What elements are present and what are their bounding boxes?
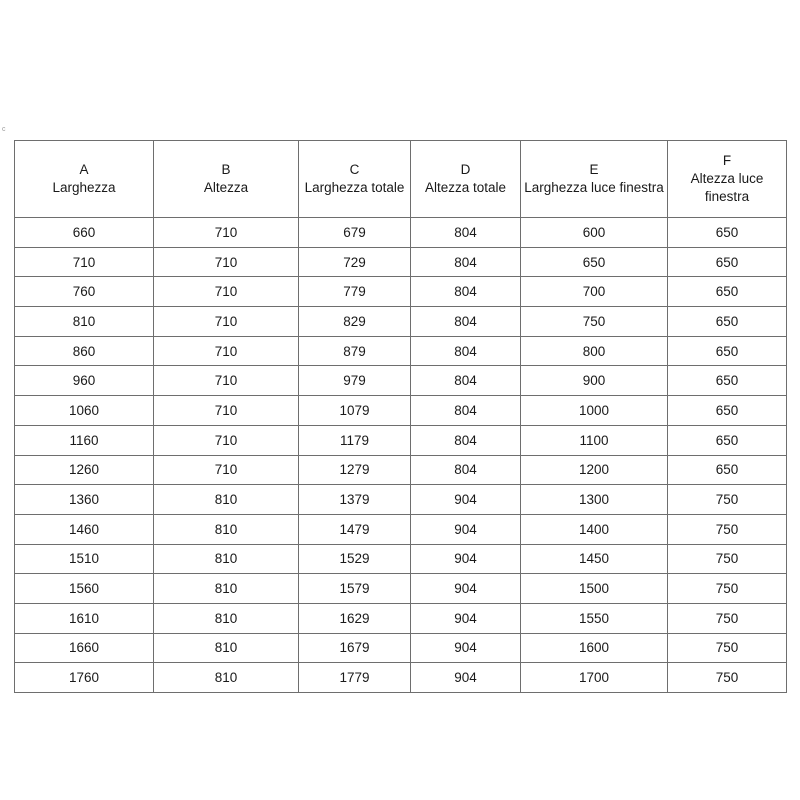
table-cell: 1500	[521, 574, 668, 604]
table-row	[15, 544, 787, 574]
table-cell: 1179	[299, 425, 411, 455]
table-cell: 1660	[15, 633, 154, 663]
table-cell: 810	[154, 514, 299, 544]
table-cell: 729	[299, 247, 411, 277]
table-cell: 904	[411, 574, 521, 604]
table-cell: 1060	[15, 396, 154, 426]
table-row	[15, 396, 787, 426]
table-cell: 810	[154, 574, 299, 604]
table-cell: 1629	[299, 603, 411, 633]
table-cell: 650	[668, 277, 787, 307]
column-letter-b: B	[221, 161, 231, 177]
table-cell: 804	[411, 455, 521, 485]
table-cell: 650	[668, 366, 787, 396]
table-cell: 710	[154, 366, 299, 396]
table-cell: 904	[411, 633, 521, 663]
table-cell: 804	[411, 247, 521, 277]
table-cell: 1550	[521, 603, 668, 633]
table-row	[15, 514, 787, 544]
table-cell: 1400	[521, 514, 668, 544]
column-desc-f: Altezza luce finestra	[690, 170, 764, 205]
table-cell: 650	[668, 455, 787, 485]
table-cell: 1160	[15, 425, 154, 455]
table-cell: 1000	[521, 396, 668, 426]
table-cell: 660	[15, 218, 154, 248]
table-cell: 710	[154, 336, 299, 366]
table-row	[15, 218, 787, 248]
table-cell: 904	[411, 663, 521, 693]
column-desc-c: Larghezza totale	[304, 180, 405, 195]
table-row	[15, 336, 787, 366]
table-cell: 650	[668, 218, 787, 248]
column-desc-d: Altezza totale	[424, 180, 507, 195]
table-cell: 760	[15, 277, 154, 307]
table-cell: 710	[15, 247, 154, 277]
table-row	[15, 663, 787, 693]
table-cell: 750	[668, 633, 787, 663]
table-cell: 904	[411, 603, 521, 633]
table-cell: 804	[411, 307, 521, 337]
table-cell: 804	[411, 425, 521, 455]
table-row	[15, 366, 787, 396]
table-cell: 1100	[521, 425, 668, 455]
column-letter-e: E	[589, 161, 599, 177]
table-header	[15, 141, 787, 218]
column-desc-b: Altezza	[203, 180, 249, 195]
table-row	[15, 603, 787, 633]
table-cell: 829	[299, 307, 411, 337]
table-cell: 1379	[299, 485, 411, 515]
table-cell: 960	[15, 366, 154, 396]
table-cell: 750	[521, 307, 668, 337]
table-cell: 710	[154, 455, 299, 485]
table-cell: 1479	[299, 514, 411, 544]
table-cell: 1079	[299, 396, 411, 426]
table-cell: 800	[521, 336, 668, 366]
table-cell: 1279	[299, 455, 411, 485]
table-cell: 810	[154, 603, 299, 633]
column-desc-a: Larghezza	[52, 180, 116, 195]
table-row	[15, 307, 787, 337]
table-row	[15, 247, 787, 277]
corner-mark: c	[2, 126, 6, 133]
table-cell: 650	[668, 396, 787, 426]
table-cell: 750	[668, 663, 787, 693]
table-cell: 650	[668, 247, 787, 277]
table-cell: 904	[411, 485, 521, 515]
table-cell: 650	[668, 425, 787, 455]
table-cell: 904	[411, 544, 521, 574]
table-cell: 679	[299, 218, 411, 248]
table-cell: 1450	[521, 544, 668, 574]
column-header-b	[154, 141, 299, 218]
table-header-row	[15, 141, 787, 218]
table-row	[15, 277, 787, 307]
table-cell: 1260	[15, 455, 154, 485]
table-cell: 1679	[299, 633, 411, 663]
table-row	[15, 425, 787, 455]
table-cell: 710	[154, 307, 299, 337]
table-cell: 1529	[299, 544, 411, 574]
table-cell: 750	[668, 485, 787, 515]
table-row	[15, 455, 787, 485]
table-cell: 810	[154, 485, 299, 515]
table-row	[15, 485, 787, 515]
table-cell: 804	[411, 277, 521, 307]
column-desc-e: Larghezza luce finestra	[524, 180, 664, 195]
specifications-table	[14, 140, 787, 693]
table-cell: 750	[668, 514, 787, 544]
column-letter-c: C	[349, 161, 360, 177]
table-cell: 779	[299, 277, 411, 307]
table-cell: 650	[668, 307, 787, 337]
table-cell: 710	[154, 247, 299, 277]
specifications-table-container	[14, 140, 786, 693]
table-cell: 804	[411, 336, 521, 366]
table-cell: 600	[521, 218, 668, 248]
column-header-d	[411, 141, 521, 218]
table-cell: 1779	[299, 663, 411, 693]
table-cell: 810	[154, 663, 299, 693]
table-cell: 904	[411, 514, 521, 544]
table-cell: 1700	[521, 663, 668, 693]
table-cell: 650	[668, 336, 787, 366]
column-header-c	[299, 141, 411, 218]
table-cell: 1300	[521, 485, 668, 515]
table-cell: 804	[411, 218, 521, 248]
table-cell: 700	[521, 277, 668, 307]
column-header-e	[521, 141, 668, 218]
table-cell: 1760	[15, 663, 154, 693]
table-cell: 1579	[299, 574, 411, 604]
table-cell: 860	[15, 336, 154, 366]
table-cell: 1610	[15, 603, 154, 633]
column-letter-a: A	[79, 161, 89, 177]
table-cell: 804	[411, 396, 521, 426]
table-row	[15, 633, 787, 663]
table-cell: 1560	[15, 574, 154, 604]
column-header-f	[668, 141, 787, 218]
table-cell: 750	[668, 603, 787, 633]
table-cell: 710	[154, 218, 299, 248]
table-cell: 1200	[521, 455, 668, 485]
table-cell: 710	[154, 277, 299, 307]
column-header-a	[15, 141, 154, 218]
table-cell: 1510	[15, 544, 154, 574]
table-cell: 979	[299, 366, 411, 396]
table-cell: 810	[15, 307, 154, 337]
table-cell: 810	[154, 544, 299, 574]
table-cell: 710	[154, 425, 299, 455]
column-letter-f: F	[722, 152, 732, 168]
table-cell: 804	[411, 366, 521, 396]
table-cell: 1600	[521, 633, 668, 663]
column-letter-d: D	[460, 161, 471, 177]
table-cell: 750	[668, 574, 787, 604]
table-cell: 879	[299, 336, 411, 366]
table-cell: 1360	[15, 485, 154, 515]
table-body	[15, 218, 787, 693]
table-row	[15, 574, 787, 604]
table-cell: 750	[668, 544, 787, 574]
table-cell: 1460	[15, 514, 154, 544]
table-cell: 650	[521, 247, 668, 277]
table-cell: 710	[154, 396, 299, 426]
table-cell: 900	[521, 366, 668, 396]
table-cell: 810	[154, 633, 299, 663]
